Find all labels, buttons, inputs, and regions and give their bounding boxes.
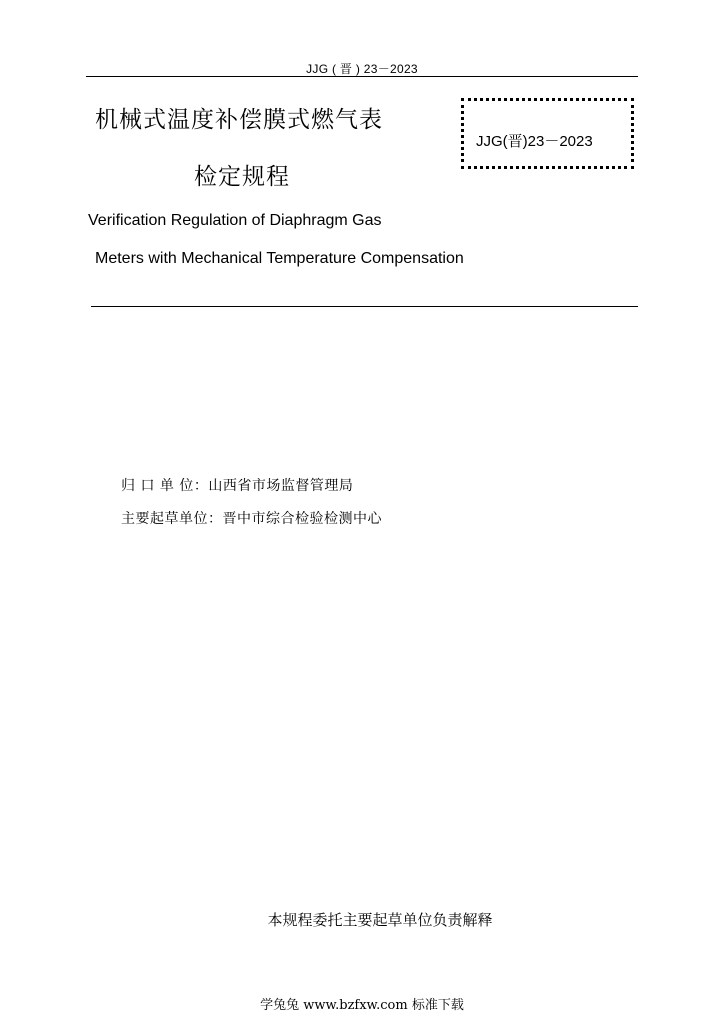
title-divider bbox=[91, 306, 638, 307]
standard-code-box-text: JJG(晋)23－2023 bbox=[476, 133, 593, 150]
authority-value: 山西省市场监督管理局 bbox=[208, 478, 354, 494]
chinese-subtitle: 检定规程 bbox=[194, 164, 290, 190]
header-divider bbox=[86, 76, 638, 77]
authority-label: 归 口 单 位： bbox=[121, 478, 209, 494]
authority-row bbox=[121, 475, 353, 495]
english-title-line1: Verification Regulation of Diaphragm Gas bbox=[88, 212, 382, 229]
drafter-value: 晋中市综合检验检测中心 bbox=[222, 511, 382, 527]
site-watermark: 学兔兔 www.bzfxw.com 标准下载 bbox=[260, 998, 464, 1013]
drafter-label: 主要起草单位： bbox=[121, 511, 223, 527]
header-standard-code: JJG ( 晋 ) 23－2023 bbox=[306, 62, 418, 76]
interpretation-note: 本规程委托主要起草单位负责解释 bbox=[267, 911, 493, 929]
drafter-row bbox=[121, 508, 382, 528]
english-title-line2: Meters with Mechanical Temperature Compensation bbox=[95, 250, 464, 267]
chinese-title: 机械式温度补偿膜式燃气表 bbox=[95, 107, 383, 133]
